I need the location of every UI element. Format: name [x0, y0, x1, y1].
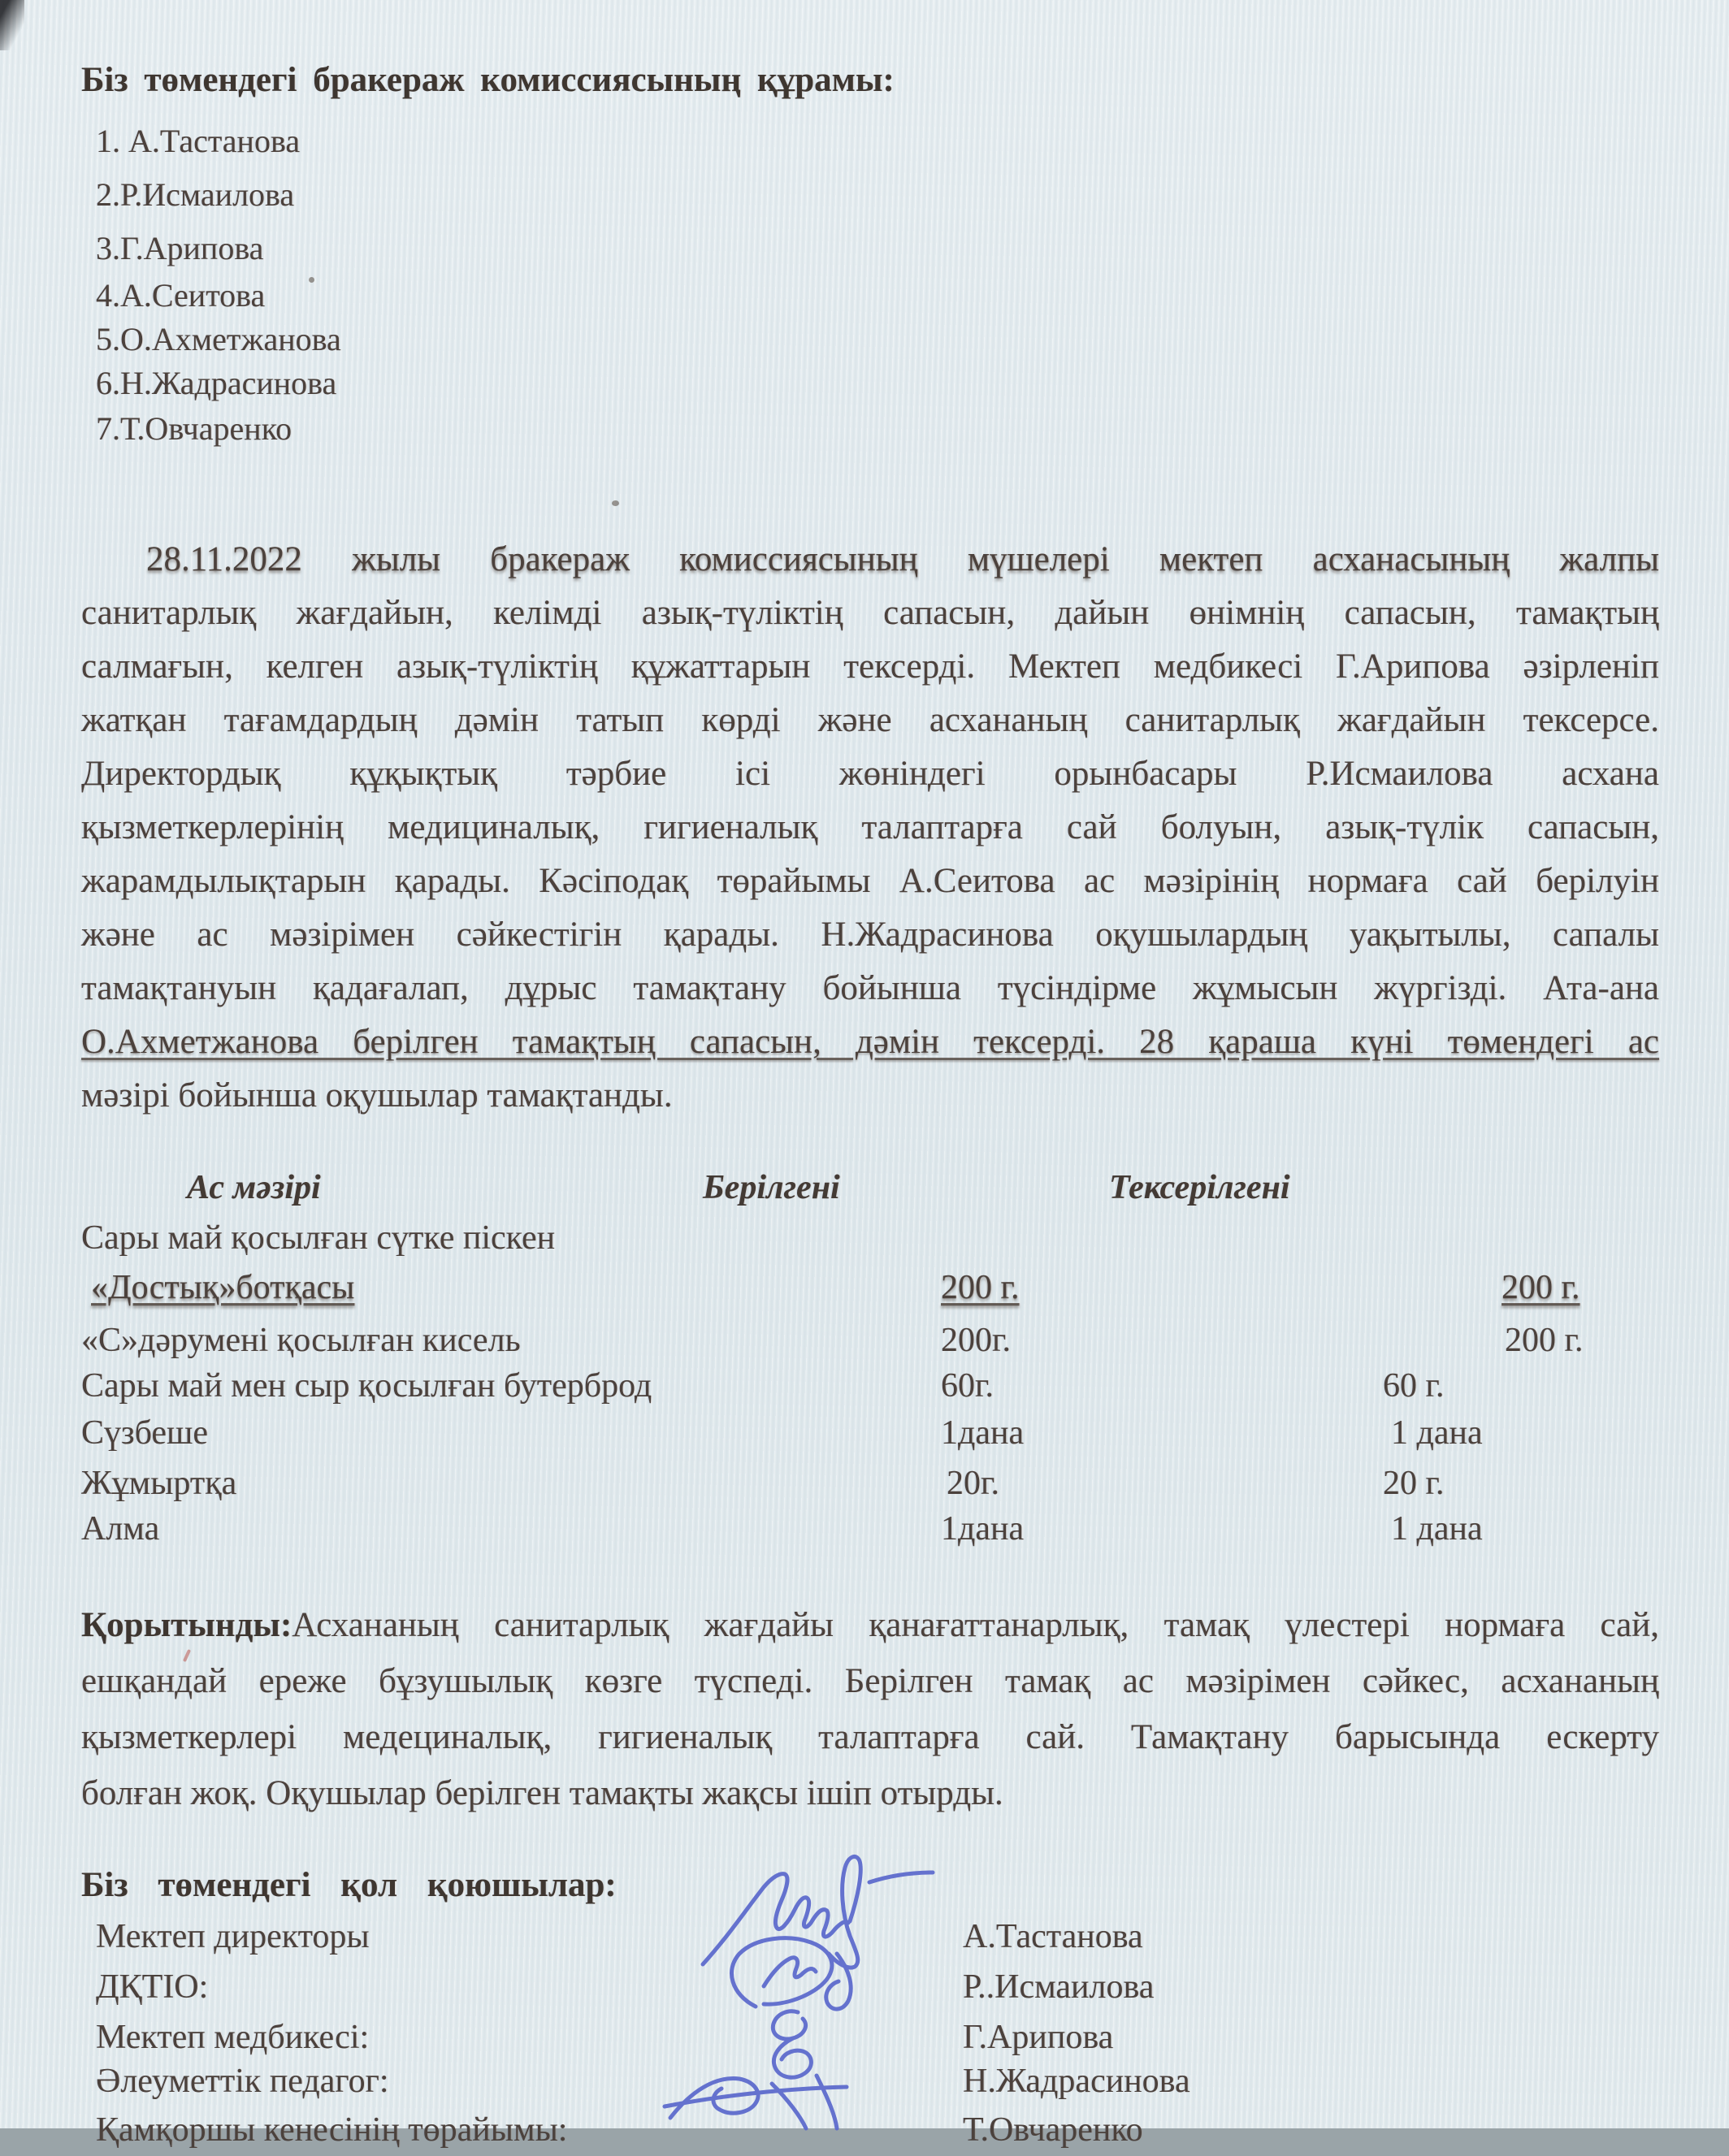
scan-corner-shadow [0, 0, 24, 50]
paragraph-line: санитарлық жағдайын, келімді азық-түліктің сапасын, дайын өнімнің сапасын, тамақтың [81, 594, 1659, 632]
commission-member: 6.Н.Жадрасинова [96, 365, 337, 401]
commission-member: 7.Т.Овчаренко [96, 410, 292, 447]
signatories-heading: Біз төмендегі қол қоюшылар: [81, 1866, 617, 1904]
commission-member: 1. А.Тастанова [96, 123, 301, 159]
paragraph-line: О.Ахметжанова берілген тамақтың сапасын, дәмін тексерді. 28 қараша күні төмендегі ас [81, 1023, 1659, 1061]
signature-stroke [817, 2076, 837, 2128]
table-row [0, 1366, 1729, 1412]
signature-stroke [869, 1872, 933, 1882]
paragraph-line: тамақтануын қадағалап, дұрыс тамақтану бойынша түсіндірме жұмысын жүргізді. Ата-ана [81, 969, 1659, 1007]
conclusion-line: болған жоқ. Оқушылар берілген тамақты жақсы ішіп отырды. [81, 1774, 1003, 1812]
paragraph-line: салмағын, келген азық-түліктің құжаттарын тексерді. Мектеп медбикесі Г.Арипова әзірленіп [81, 647, 1659, 686]
conclusion-line [81, 1597, 1659, 1653]
dish-name: Сары май мен сыр қосылған бутерброд [81, 1367, 652, 1405]
commission-heading: Біз төмендегі бракераж комиссиясының құрамы: [81, 61, 895, 99]
commission-member: 5.О.Ахметжанова [96, 321, 341, 357]
conclusion-text: Асхананың санитарлық жағдайы қанағаттанарлық, тамақ үлестері нормаға сай, [292, 1606, 1659, 1644]
dish-name: «С»дәрумені қосылған кисель [81, 1322, 521, 1359]
table-row [0, 1414, 1729, 1459]
signature-stroke [764, 1958, 816, 1986]
signatory-role: Әлеуметтік педагог: [96, 2063, 389, 2100]
dish-name: Сүзбеше [81, 1414, 209, 1452]
given-value: 200г. [941, 1322, 1011, 1359]
signatory-name: Т.Овчаренко [963, 2111, 1143, 2149]
given-value: 1дана [941, 1414, 1025, 1452]
conclusion [81, 1597, 1659, 1821]
conclusion-line: ешқандай ереже бұзушылық көзге түспеді. Берілген тамақ ас мәзірімен сәйкес, асхананың [81, 1662, 1659, 1700]
table-header-menu: Ас мәзірі [187, 1169, 321, 1206]
report-paragraph [81, 533, 1659, 1123]
dish-name: Жұмыртқа [81, 1465, 237, 1502]
paragraph-line: Директордық құқықтық тәрбие ісі жөніндегі орынбасары Р.Исмаилова асхана [81, 755, 1659, 793]
table-row [0, 1268, 1729, 1314]
table-header-given: Берілгені [703, 1169, 840, 1206]
signatory-role: Қамқоршы кенесінің төрайымы: [96, 2111, 568, 2149]
signatory-role: Мектеп медбикесі: [96, 2019, 370, 2056]
checked-value: 1 дана [1391, 1414, 1483, 1452]
table-row [0, 1509, 1729, 1555]
signatory-name: А.Тастанова [963, 1918, 1143, 1955]
checked-value: 60 г. [1383, 1367, 1445, 1405]
table-row [0, 1464, 1729, 1509]
checked-value: 200 г. [1502, 1269, 1580, 1306]
signatory-name: Н.Жадрасинова [963, 2063, 1190, 2100]
given-value: 1дана [941, 1510, 1025, 1548]
conclusion-label: Қорытынды: [81, 1606, 292, 1644]
paragraph-line: 28.11.2022 жылы бракераж комиссиясының мүшелері мектеп асханасының жалпы [146, 540, 1659, 578]
paragraph-line: және ас мәзірімен сәйкестігін қарады. Н.Жадрасинова оқушылардың уақытылы, сапалы [81, 916, 1659, 954]
table-header-checked: Тексерілгені [1109, 1169, 1290, 1206]
checked-value: 1 дана [1391, 1510, 1483, 1548]
paragraph-line: жарамдылықтарын қарады. Кәсіподақ төрайымы А.Сеитова ас мәзірінің нормаға сай берілуін [81, 862, 1659, 900]
checked-value: 20 г. [1383, 1465, 1445, 1502]
dish-name: Алма [81, 1510, 160, 1548]
signature-ink [488, 1832, 942, 2128]
dish-name: «Достық»ботқасы [91, 1269, 355, 1306]
signature-stroke [829, 1856, 860, 1968]
given-value: 200 г. [941, 1269, 1020, 1306]
signatory-name: Р..Исмаилова [963, 1968, 1155, 2006]
conclusion-line: қызметкерлері медециналық, гигиеналық талаптарға сай. Тамақтану барысында ескерту [81, 1718, 1659, 1756]
signatory-name: Г.Арипова [963, 2019, 1114, 2056]
given-value: 60г. [941, 1367, 994, 1405]
dish-name: Сары май қосылған сүтке піскен [81, 1219, 556, 1257]
paper-speck [309, 277, 314, 283]
commission-member: 4.А.Сеитова [96, 277, 266, 314]
table-row [0, 1219, 1729, 1264]
paragraph-line: жатқан тағамдардың дәмін татып көрді және асхананың санитарлық жағдайын тексерсе. [81, 701, 1659, 739]
commission-member: 3.Г.Арипова [96, 230, 264, 266]
paragraph-line: мәзірі бойынша оқушылар тамақтанды. [81, 1076, 673, 1115]
commission-member: 2.Р.Исмаилова [96, 176, 295, 213]
paragraph-line: қызметкерлерінің медициналық, гигиеналық талаптарға сай болуын, азық-түлік сапасын, [81, 808, 1659, 846]
signature-stroke [774, 2038, 811, 2077]
paper-speck [612, 500, 619, 506]
signatory-role: ДҚТІО: [96, 1968, 209, 2006]
table-row [0, 1321, 1729, 1366]
signature-stroke [773, 2011, 805, 2039]
given-value: 20г. [947, 1465, 999, 1502]
signatory-role: Мектеп директоры [96, 1918, 370, 1955]
checked-value: 200 г. [1505, 1322, 1584, 1359]
